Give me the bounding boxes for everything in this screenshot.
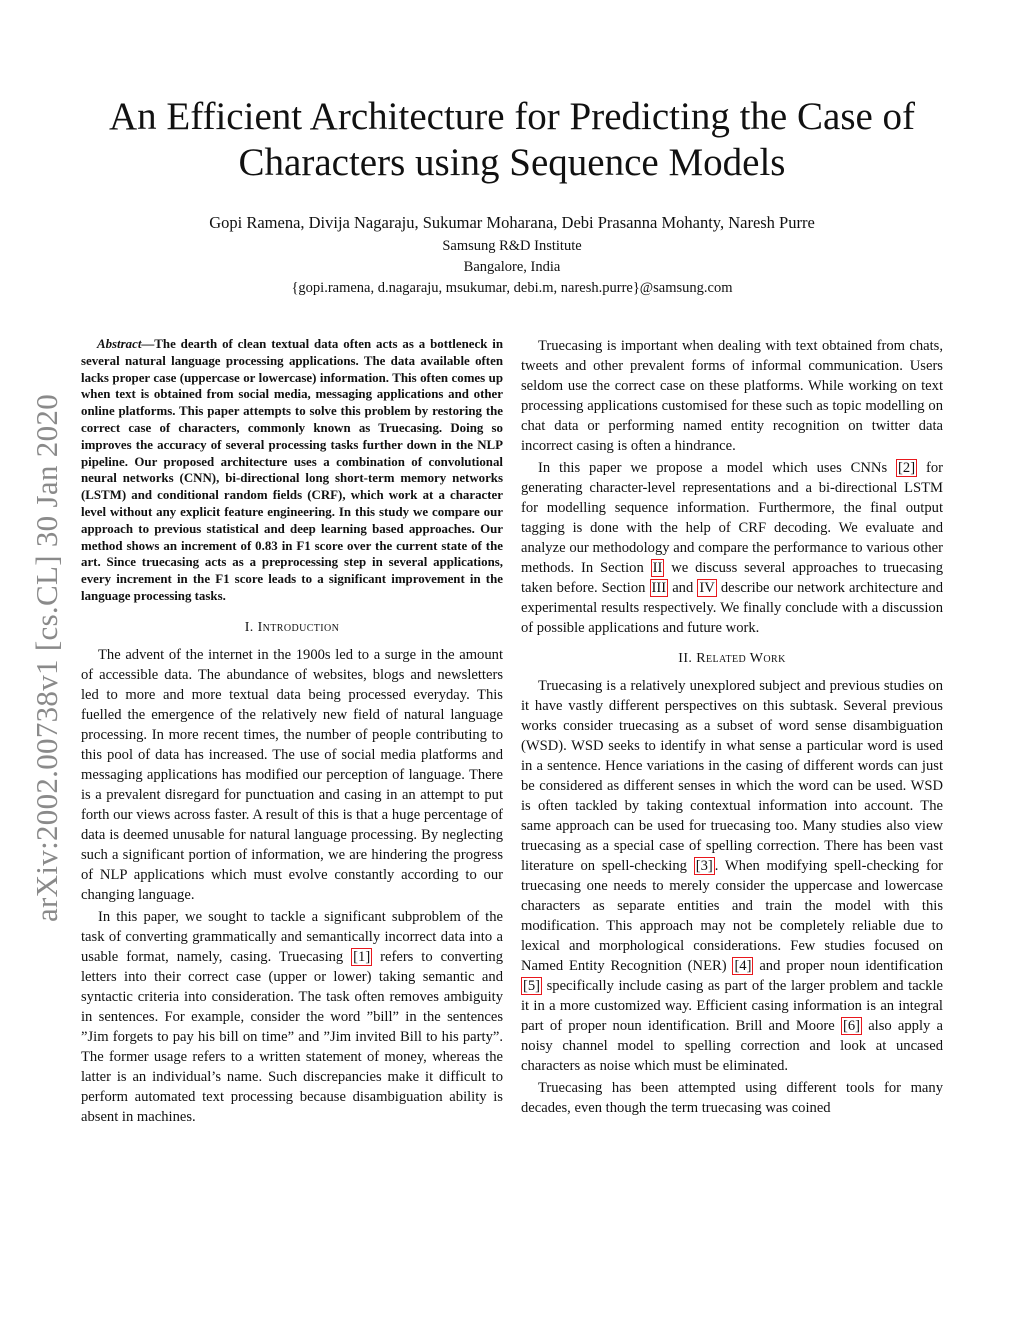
- related-text-b: . When modifying spell-checking for truecasing one needs to merely consider the uppercase and lowercase characters as separate entities and train the model with this modification. This approach may not be completely reliable due to lexical and morphological considerations. Few studies focused on Named Entity Recognition (NER): [521, 858, 943, 974]
- related-text-a: Truecasing is a relatively unexplored subject and previous studies on it have vastly different perspectives on this subtask. Several previous works consider truecasing as a subset of word sense disambiguation (WSD). WSD seeks to identify in what sense a particular word is used in a sentence. Hence variations in the casing of different words can just be considered as different senses in which the word can be used. WSD is often tackled by taking contextual information into account. The same approach can be used for truecasing too. Many studies also view truecasing as a special case of spelling correction. There has been vast literature on spell-checking: [521, 678, 943, 874]
- related-text-d: specifically include casing as part of the larger problem and tackle it in a more customized way. Efficient casing information is an integral part of proper noun identification. Brill and Moore: [521, 978, 943, 1034]
- right-column: [521, 336, 943, 1120]
- author-list: Gopi Ramena, Divija Nagaraju, Sukumar Moharana, Debi Prasanna Mohanty, Naresh Purre: [209, 213, 815, 232]
- section-heading-introduction: I. Introduction: [244, 619, 340, 635]
- related-text-e: also apply a noisy channel model to spelling correction and look at uncased characters as noise which must be eliminated.: [521, 1018, 944, 1074]
- arxiv-stamp-text: arXiv:2002.00738v1 [cs.CL] 30 Jan 2020: [29, 393, 64, 923]
- citation-link-6[interactable]: [6]: [842, 1018, 860, 1034]
- intro-p4-text-e: describe our network architecture and experimental results respectively. We finally conclude with a discussion of possible applications and future work.: [521, 580, 943, 636]
- title-line-1: An Efficient Architecture for Predicting the Case of: [108, 95, 916, 138]
- abstract: [81, 336, 503, 605]
- intro-p2-text-b: refers to converting letters into their correct case (upper or lower) taking semantic and syntactic criteria into consideration. The task often removes ambiguity in sentences. For example, consider the word ”bill” in the sentences ”Jim forgets to pay his bill on time” and ”Jim invited Bill to his party”. The former usage refers to a written statement of money, whereas the latter is an individual’s name. Such discrepancies make it difficult to perform automated text processing because disambiguation ability is absent in machines.: [81, 948, 503, 1125]
- email-list: {gopi.ramena, d.nagaraju, msukumar, debi.m, naresh.purre}@samsung.com: [291, 280, 733, 296]
- intro-paragraph-1: The advent of the internet in the 1900s led to a surge in the amount of accessible data. The abundance of websites, blogs and newsletters led to more and more textual data being processed everyday. This fuelled the emergence of the relatively new field of natural language processing. In more recent times, the number of people contributing to this pool of data has increased. The use of social media platforms and messaging applications has modified our perception of language. There is a prevalent disregard for punctuation and casing in an attempt to put forth our views across faster. A result of this is that a huge percentage of data is deemed unusable for natural language processing. By neglecting such a significant portion of information, we are hindering the progress of NLP applications which must evolve constantly according to our changing language.: [81, 646, 503, 903]
- location: Bangalore, India: [463, 259, 561, 275]
- citation-link-1[interactable]: [1]: [353, 948, 371, 965]
- citation-link-5[interactable]: [5]: [523, 978, 541, 994]
- citation-link-4[interactable]: [4]: [734, 958, 752, 974]
- section-link-iv[interactable]: IV: [699, 580, 715, 596]
- section-link-ii[interactable]: II: [652, 560, 663, 576]
- abstract-label: Abstract: [97, 337, 142, 351]
- related-text-c: and proper noun identification: [753, 958, 943, 974]
- intro-p4-text-b: for generating character-level representations and a bi-directional LSTM for modelling sequence information. Furthermore, the final output tagging is done with the help of CRF decoding. We evaluate and analyze our methodology and compare the performance to various other methods. In Section: [521, 460, 943, 576]
- intro-paragraph-3: Truecasing is important when dealing with text obtained from chats, tweets and other prevalent forms of informal communication. Users seldom use the correct case on these platforms. While working on text processing applications customised for these such as topic modelling on chat data or performing named entity recognition on twitter data incorrect casing is often a hindrance.: [521, 338, 943, 454]
- intro-p2-text-a: In this paper, we sought to tackle a significant subproblem of the task of converting grammatically and semantically incorrect data into a usable format, namely, casing. Truecasing: [81, 908, 503, 965]
- related-paragraph-1: [521, 676, 943, 1076]
- abstract-text: —The dearth of clean textual data often acts as a bottleneck in several natural language processing applications. The data available often lacks proper case (uppercase or lowercase) information. This often comes up when text is obtained from social media, messaging applications and other online platforms. This paper attempts to solve this problem by restoring the correct case of characters, commonly known as Truecasing. Doing so improves the accuracy of several processing tasks further down in the NLP pipeline. Our proposed architecture uses a combination of convolutional neural networks (CNN), bi-directional long short-term memory networks (LSTM) and conditional random fields (CRF), which work at a character level without any explicit feature engineering. In this study we compare our approach to previous statistical and deep learning based approaches. Our method shows an increment of 0.83 in F1 score over the current state of the art. Since truecasing acts as a preprocessing step in several applications, every increment in the F1 score leads to a significant improvement in the language processing tasks.: [81, 337, 503, 603]
- intro-paragraph-2: [81, 907, 503, 1127]
- intro-p4-text-c: we discuss several approaches to truecasing taken before. Section: [521, 560, 943, 596]
- section-heading-related-work: II. Related Work: [678, 651, 786, 666]
- paper-title: [40, 94, 984, 186]
- section-link-iii[interactable]: III: [651, 580, 667, 596]
- citation-link-2[interactable]: [2]: [898, 460, 916, 476]
- institute: Samsung R&D Institute: [442, 238, 582, 254]
- left-column: [81, 336, 503, 1129]
- title-line-2: Characters using Sequence Models: [238, 141, 786, 184]
- citation-link-3[interactable]: [3]: [695, 858, 713, 874]
- intro-paragraph-4: [521, 458, 943, 638]
- related-paragraph-2: Truecasing has been attempted using different tools for many decades, even though the term truecasing was coined: [521, 1080, 943, 1116]
- intro-p4-text-a: In this paper we propose a model which uses CNNs: [538, 460, 897, 476]
- intro-p4-text-d: and: [668, 580, 698, 596]
